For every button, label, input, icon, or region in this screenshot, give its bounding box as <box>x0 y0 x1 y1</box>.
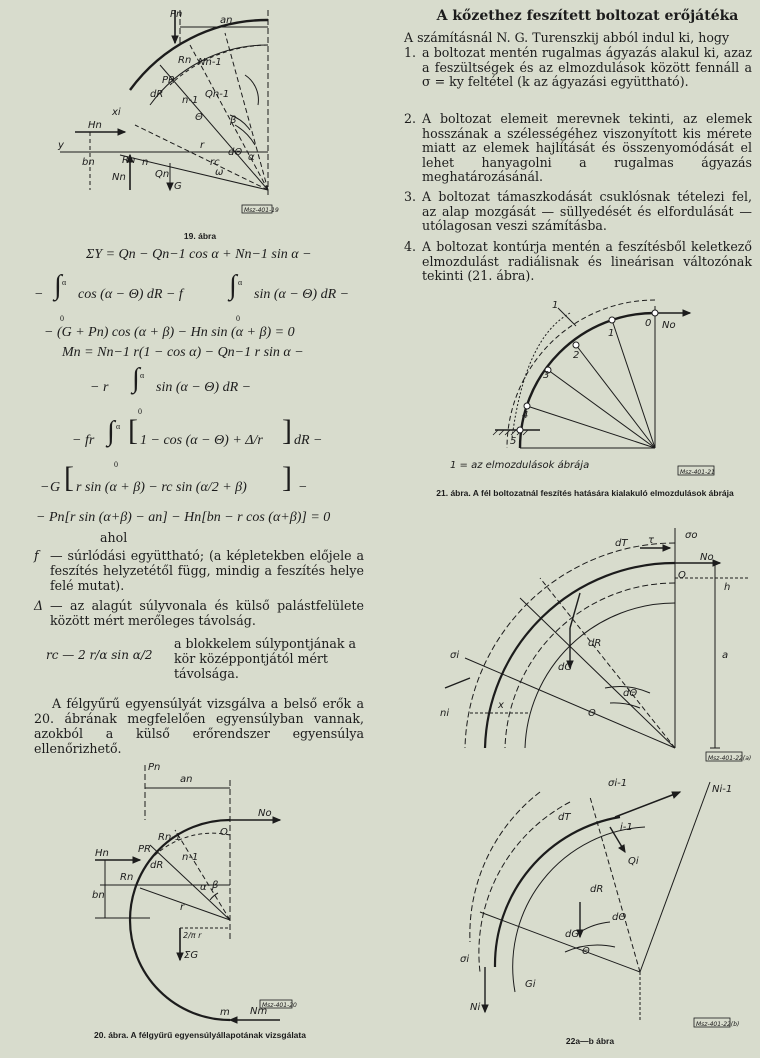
definition-rc <box>46 636 366 684</box>
fig22a-label-sigma0: σo <box>685 530 698 541</box>
definition-delta-text: — az alagút súlyvonala és külső palástfelülete között mért merőleges távolság. <box>50 598 364 628</box>
fig19-label-Rn: Rn <box>178 55 192 66</box>
page-title: A kőzethez feszített boltozat erőjátéka <box>436 8 739 24</box>
fig20-label-alpha: α <box>200 882 207 893</box>
fig22b-label-dR: dR <box>590 884 604 895</box>
definition-delta <box>34 598 364 630</box>
fig22b-label-Qi: Qi <box>628 856 639 867</box>
equation-line-6 <box>72 414 352 469</box>
eq5-minus-r: − r <box>90 380 109 395</box>
eq2-minus: − <box>34 287 44 302</box>
fig19-label-theta: Θ <box>195 112 203 123</box>
eq2-lim-bot-1: 0 <box>60 314 64 323</box>
fig22a-label-dT: dT <box>615 538 628 549</box>
fig19-label-beta: β <box>230 115 237 126</box>
fig21-label-node-2: 2 <box>573 350 580 361</box>
list-item-text: a boltozat mentén rugalmas ágyazás alakul ki, azaz a feszültségek és az elmozdulások között fennáll a σ = ky feltétel (k az ágyazási együttható). <box>422 45 752 90</box>
fig22a-label-dR: dR <box>588 638 602 649</box>
fig22a-label-dtheta: dΘ <box>623 688 638 699</box>
list-item-number: 3. <box>404 189 417 204</box>
fig19-label-n1: n-1 <box>182 95 199 106</box>
paragraph-felgyuru: A félgyűrű egyensúlyát vizsgálva a belső erők a 20. ábrának megfelelően egyensúlyban vannak, azokból a külső erőrendszer egyensúlya ellenőrizhető. <box>34 696 364 756</box>
fig20-label-m: m <box>220 1007 230 1018</box>
fig19-label-dR: dR <box>150 89 164 100</box>
fig19-label-Qn1: Qn-1 <box>205 89 230 100</box>
eq6-term: 1 − cos (α − Θ) + Δ/r <box>140 433 263 448</box>
fig22a-label-theta: Θ <box>588 708 596 719</box>
fig22a-label-a: a <box>722 650 729 661</box>
fig22b-stamp: Msz-401-22(b) <box>696 1021 740 1028</box>
list-item <box>404 112 752 188</box>
fig22b-label-theta: Θ <box>582 946 590 957</box>
fig22a-label-sigmai: σi <box>450 650 460 661</box>
fig19-label-Nn: Nn <box>112 172 126 183</box>
fig19-caption: 19. ábra <box>183 231 217 241</box>
fig20-label-bn: bn <box>92 890 105 901</box>
fig19-label-y: y <box>58 140 64 151</box>
list-item-number: 4. <box>404 239 417 254</box>
list-item <box>404 190 752 238</box>
fig21-label-No: No <box>662 320 676 331</box>
eq2-lim-bot-2: 0 <box>236 314 240 323</box>
fig21-label-node-4: 4 <box>522 410 529 421</box>
list-item-number: 1. <box>404 45 417 60</box>
fig22a-label-No: No <box>700 552 714 563</box>
eq5-integral: ∫ <box>132 363 140 394</box>
list-item-text: A boltozat támaszkodását csuklósnak tételezi fel, az alap mozgását — süllyedését és elfordulását — utólagosan veszi számításba. <box>422 189 752 234</box>
eq2-integral-1: ∫ <box>54 270 62 301</box>
list-item-text: A boltozat kontúrja mentén a feszítésből keletkező elmozdulást radiálisnak és lineárisan változónak tekinti (21. ábra). <box>422 239 752 284</box>
eq2-lim-top-2: α <box>238 278 243 287</box>
fig21-label-node-1: 1 <box>608 328 615 339</box>
fig22a-label-x: x <box>498 700 504 711</box>
fig19-label-n: n <box>142 157 149 168</box>
fig19-label-bn: bn <box>82 157 95 168</box>
fig20-label-an: an <box>180 774 193 785</box>
fig22b-label-Ni: Ni <box>470 1002 481 1013</box>
fig19-label-an: an <box>220 15 233 26</box>
eq2-lim-top-1: α <box>62 278 67 287</box>
eq6-bracket-close: ] <box>282 414 292 447</box>
fig19-label-r: r <box>200 140 205 151</box>
equation-line-5 <box>90 362 310 416</box>
fig22b-label-sigmai1: σi-1 <box>608 778 628 789</box>
fig19-label-Nn1: Nn-1 <box>198 57 222 68</box>
fig19-label-alpha: α <box>248 152 255 163</box>
fig20-label-PR: PR <box>138 844 151 855</box>
figure-19 <box>50 5 290 227</box>
fig20-label-n1: n-1 <box>182 852 199 863</box>
fig19-label-PR: PR <box>162 75 175 86</box>
fig21-label-node-5: 5 <box>510 436 517 447</box>
fig22a-stamp: Msz-401-22(a) <box>708 755 752 762</box>
fig20-label-Rn: Rn <box>120 872 134 883</box>
fig20-label-r: r <box>180 902 185 913</box>
fig21-label-0: 0 <box>645 318 652 329</box>
equation-line-2 <box>34 270 364 323</box>
fig22b-label-i1: i-1 <box>620 822 633 833</box>
equation-moment: Mn = Nn−1 r(1 − cos α) − Qn−1 r sin α − <box>62 345 304 360</box>
fig19-label-Pn: Pn <box>170 9 183 20</box>
definition-f-text: — súrlódási együttható; (a képletekben előjele a feszítés helyzetétől függ, mindig a feszítés helye felé mutat). <box>50 548 364 593</box>
eq6-minus-fr: − fr <box>72 433 95 448</box>
fig22a-label-tau: τ <box>648 535 655 546</box>
fig22b-label-sigmai: σi <box>460 954 470 965</box>
list-item <box>404 240 752 288</box>
fig20-label-O: O <box>220 827 228 838</box>
fig20-label-dR: dR <box>150 860 164 871</box>
figure-20 <box>80 760 320 1024</box>
fig22a-label-O: O <box>678 570 686 581</box>
fig19-label-G: G <box>174 181 182 192</box>
eq2-term-1: cos (α − Θ) dR − f <box>78 287 183 302</box>
fig22-caption: 22a—b ábra <box>565 1036 615 1046</box>
figure-22b <box>440 772 750 1034</box>
fig22a-label-dG: dG <box>558 662 573 673</box>
fig22b-label-Gi: Gi <box>525 979 536 990</box>
eq6-integral: ∫ <box>107 416 115 447</box>
fig20-label-SG: ΣG <box>184 950 199 961</box>
figure-21 <box>440 298 730 484</box>
eq7-bracket-open: [ <box>64 461 74 494</box>
eq5-term: sin (α − Θ) dR − <box>156 380 252 395</box>
fig20-label-Rn1: Rn-1 <box>158 832 182 843</box>
equation-line-3: − (G + Pn) cos (α + β) − Hn sin (α + β) = 0 <box>44 325 295 340</box>
fig19-label-Rn2: Rn <box>122 155 136 166</box>
fig19-label-dtheta: dΘ <box>228 147 243 158</box>
intro-line: A számításnál N. G. Turenszkij abból indul ki, hogy <box>404 30 730 45</box>
eq7-minus-end: − <box>298 480 308 495</box>
equation-line-8: − Pn[r sin (α+β) − an] − Hn[bn − r cos (α+β)] = 0 <box>36 510 331 525</box>
fig21-label-node-3: 3 <box>543 370 550 381</box>
fig20-label-Nm: Nm <box>250 1006 268 1017</box>
fig21-legend: 1 = az elmozdulások ábrája <box>450 460 590 471</box>
eq7-bracket-close: ] <box>282 461 292 494</box>
list-item-text: A boltozat elemeit merevnek tekinti, az elemek hosszának a szélességéhez viszonyított kis mérete miatt az elemek hajlítását és összenyomódását el lehet hanyagolni a rugalmas ágyazás meghatározásánál. <box>422 111 752 185</box>
definition-f-symbol: f <box>34 548 39 563</box>
equation-sum-y: ΣY = Qn − Qn−1 cos α + Nn−1 sin α − <box>86 247 312 262</box>
fig19-label-xi: xi <box>112 107 121 118</box>
fig22a-label-ni: ni <box>440 708 450 719</box>
fig19-stamp: Msz-401-19 <box>244 207 279 214</box>
fig22b-label-dtheta: dΘ <box>612 912 627 923</box>
definition-f <box>34 548 364 596</box>
fig19-label-omega: ω <box>215 167 224 178</box>
eq5-lim-bot: 0 <box>138 407 142 416</box>
eq2-integral-2: ∫ <box>229 270 237 301</box>
fig20-stamp: Msz-401-20 <box>262 1002 297 1009</box>
list-item <box>404 46 752 108</box>
fig22b-label-Ni1: Ni-1 <box>712 784 733 795</box>
fig20-label-pir: 2/π r <box>183 931 202 940</box>
fig22b-label-dT: dT <box>558 812 571 823</box>
eq6-lim-bot: 0 <box>114 460 118 469</box>
equation-line-7 <box>40 461 340 500</box>
fig20-label-Hn: Hn <box>95 848 109 859</box>
fig20-caption: 20. ábra. A félgyűrű egyensúlyállapotának vizsgálata <box>94 1030 306 1040</box>
ahol-label: ahol <box>100 530 128 545</box>
eq7-term: r sin (α + β) − rc sin (α/2 + β) <box>76 480 247 495</box>
figure-22a <box>410 518 755 768</box>
eq5-lim-top: α <box>140 371 145 380</box>
fig20-label-Pn: Pn <box>148 762 161 773</box>
fig19-label-rc: rc <box>210 157 220 168</box>
fig22b-label-dG: dG <box>565 929 580 940</box>
definition-rc-text: a blokkelem súlypontjának a kör középpontjától mért távolsága. <box>174 636 357 681</box>
fig19-label-Hn: Hn <box>88 120 102 131</box>
fig21-label-1: 1 <box>552 300 559 311</box>
fig19-label-Qn: Qn <box>155 169 170 180</box>
fig21-caption: 21. ábra. A fél boltozatnál feszítés hatására kialakuló elmozdulások ábrája <box>436 488 734 498</box>
eq7-G: G <box>50 480 61 495</box>
eq6-dR: dR − <box>294 433 323 448</box>
definition-delta-symbol: Δ <box>34 598 44 613</box>
eq6-bracket-open: [ <box>128 414 138 447</box>
fig21-stamp: Msz-401-21 <box>680 469 715 476</box>
list-item-number: 2. <box>404 111 417 126</box>
fig20-label-No: No <box>258 808 272 819</box>
eq6-lim-top: α <box>116 422 121 431</box>
eq2-term-2: sin (α − Θ) dR − <box>254 287 350 302</box>
eq7-minus: − <box>40 480 50 495</box>
fig20-label-beta: β <box>212 880 219 891</box>
definition-rc-formula: rc — 2 r/α sin α/2 <box>46 648 153 662</box>
fig22a-label-h: h <box>724 582 731 593</box>
